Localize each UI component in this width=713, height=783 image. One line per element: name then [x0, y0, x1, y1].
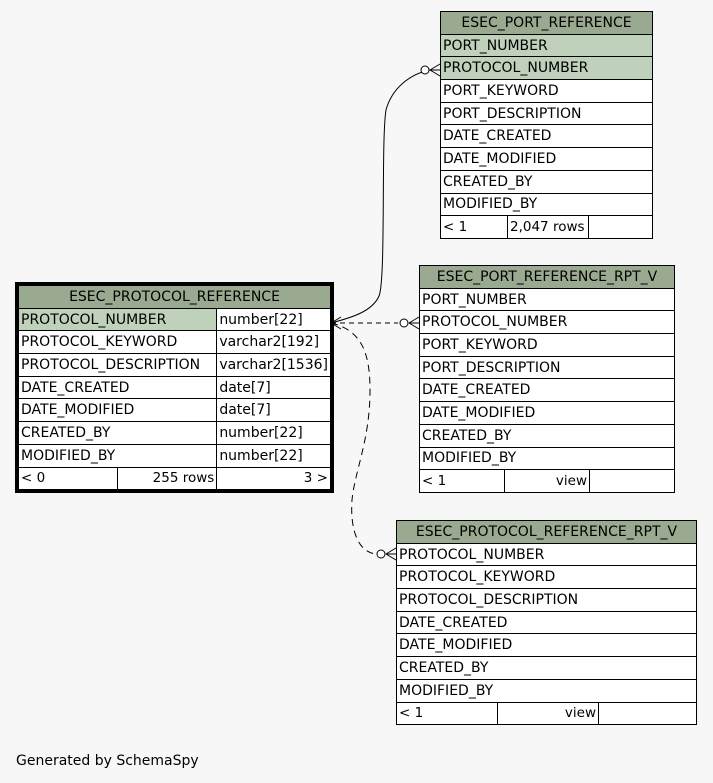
column-type: date[7] — [217, 376, 331, 399]
column-row[interactable]: DATE_MODIFIED — [397, 634, 697, 657]
column-row[interactable]: DATE_CREATED — [397, 611, 697, 634]
column-row[interactable]: MODIFIED_BY — [397, 679, 697, 702]
column-name[interactable]: PROTOCOL_NUMBER — [19, 308, 217, 331]
parents-count: < 1 — [441, 216, 508, 239]
edge-crowfoot — [386, 548, 396, 560]
column-row[interactable]: PORT_NUMBER — [441, 34, 653, 57]
table-esec-protocol-reference-rpt-v[interactable] — [396, 520, 697, 725]
column-row[interactable]: PORT_DESCRIPTION — [420, 356, 675, 379]
column-row[interactable]: CREATED_BY — [441, 170, 653, 193]
edge-protocol-to-protocol-rpt-view — [331, 323, 376, 554]
view-indicator: view — [498, 702, 599, 725]
column-row[interactable]: MODIFIED_BY — [420, 447, 675, 470]
footer-empty-cell — [589, 216, 653, 239]
footer-empty-cell — [590, 470, 675, 493]
column-row[interactable]: PORT_KEYWORD — [420, 334, 675, 357]
column-row[interactable]: MODIFIED_BY — [441, 193, 653, 216]
column-type: number[22] — [217, 308, 331, 331]
column-row[interactable]: CREATED_BY — [420, 424, 675, 447]
table-title[interactable]: ESEC_PORT_REFERENCE — [441, 12, 653, 35]
row-count: 255 rows — [117, 467, 217, 490]
children-count: 3 > — [217, 467, 331, 490]
column-name[interactable]: DATE_MODIFIED — [19, 399, 217, 422]
edge-crowfoot — [409, 317, 419, 329]
edge-end-circle — [421, 66, 429, 74]
column-row[interactable]: PORT_KEYWORD — [441, 80, 653, 103]
column-type: date[7] — [217, 399, 331, 422]
column-name[interactable]: DATE_CREATED — [19, 376, 217, 399]
column-row[interactable]: PROTOCOL_NUMBER — [397, 543, 697, 566]
parents-count: < 1 — [420, 470, 505, 493]
column-name[interactable]: CREATED_BY — [19, 422, 217, 445]
column-row[interactable]: DATE_MODIFIED — [420, 402, 675, 425]
column-type: varchar2[1536] — [217, 354, 331, 377]
column-row[interactable]: PORT_DESCRIPTION — [441, 102, 653, 125]
column-row[interactable]: DATE_MODIFIED — [441, 148, 653, 171]
column-row[interactable]: PROTOCOL_NUMBER — [420, 311, 675, 334]
table-title[interactable]: ESEC_PROTOCOL_REFERENCE — [19, 286, 331, 309]
parents-count: < 1 — [397, 702, 498, 725]
column-row[interactable]: DATE_CREATED — [441, 125, 653, 148]
edge-protocol-to-port-reference — [331, 70, 430, 323]
column-row[interactable]: CREATED_BY — [397, 657, 697, 680]
column-row[interactable]: PROTOCOL_KEYWORD — [397, 566, 697, 589]
footer-empty-cell — [599, 702, 697, 725]
column-name[interactable]: PROTOCOL_DESCRIPTION — [19, 354, 217, 377]
column-row[interactable]: PORT_NUMBER — [420, 288, 675, 311]
column-name[interactable]: PROTOCOL_KEYWORD — [19, 331, 217, 354]
table-esec-port-reference-rpt-v[interactable] — [419, 265, 675, 493]
column-type: number[22] — [217, 422, 331, 445]
column-type: varchar2[192] — [217, 331, 331, 354]
generated-by-label: Generated by SchemaSpy — [16, 753, 199, 769]
column-name[interactable]: MODIFIED_BY — [19, 444, 217, 467]
column-row[interactable]: DATE_CREATED — [420, 379, 675, 402]
parents-count: < 0 — [19, 467, 118, 490]
column-row[interactable]: PROTOCOL_NUMBER — [441, 57, 653, 80]
view-indicator: view — [505, 470, 590, 493]
row-count: 2,047 rows — [508, 216, 589, 239]
table-title[interactable]: ESEC_PORT_REFERENCE_RPT_V — [420, 266, 675, 289]
table-esec-port-reference[interactable] — [440, 11, 653, 239]
column-type: number[22] — [217, 444, 331, 467]
column-row[interactable]: PROTOCOL_DESCRIPTION — [397, 589, 697, 612]
edge-end-circle — [377, 550, 385, 558]
edge-crowfoot — [430, 64, 440, 76]
table-title[interactable]: ESEC_PROTOCOL_REFERENCE_RPT_V — [397, 521, 697, 544]
table-esec-protocol-reference[interactable] — [18, 285, 331, 490]
edge-end-circle — [400, 319, 408, 327]
